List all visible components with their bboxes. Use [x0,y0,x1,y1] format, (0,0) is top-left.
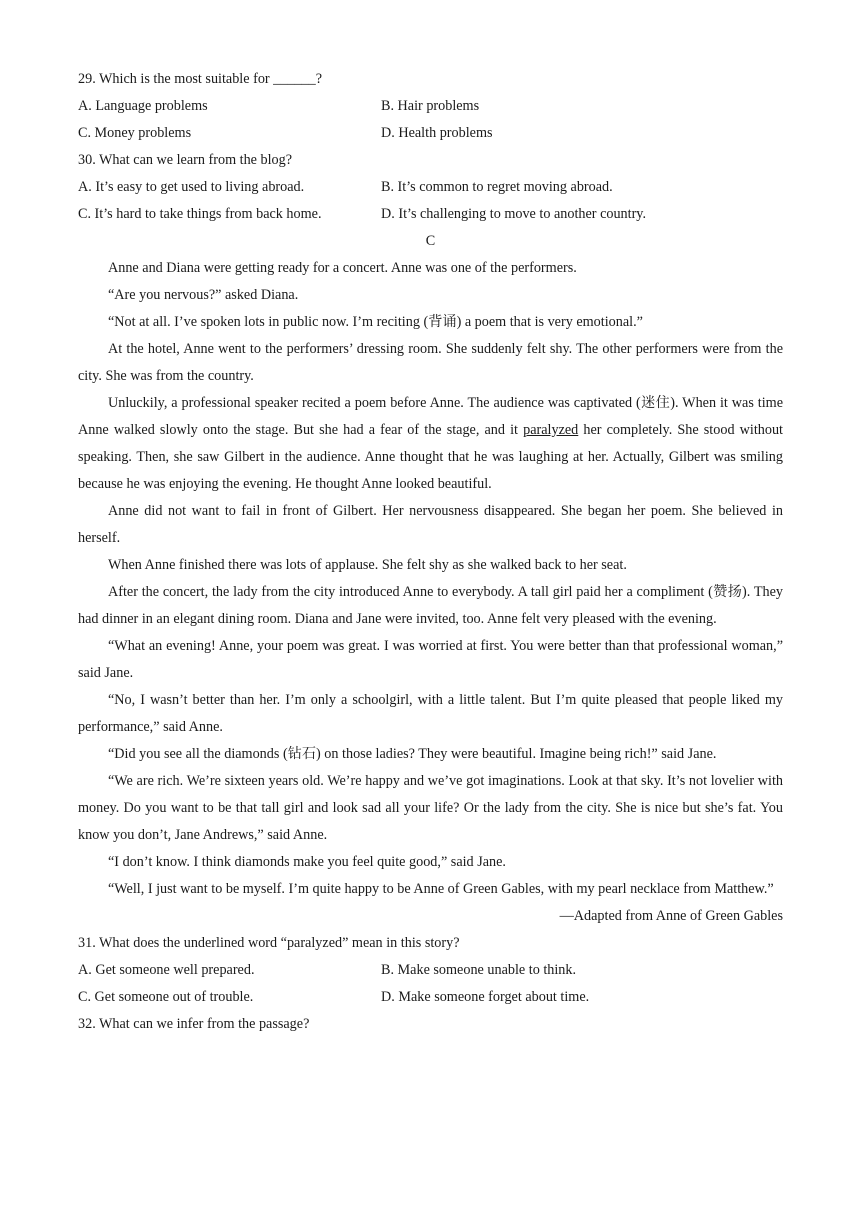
question-29: 29. Which is the most suitable for ______? [78,71,323,87]
option-31-a: A. Get someone well prepared. [78,962,255,978]
question-31: 31. What does the underlined word “paralyzed” mean in this story? [78,935,460,951]
passage-paragraph-5 [78,390,783,498]
passage-paragraph-12: “We are rich. We’re sixteen years old. We’re happy and we’ve got imaginations. Look at that sky. It’s not lovelier with money. Do you want to be that tall girl and look sad all your life? Or the lady from the city. She is nice but she’s fat. You know you don’t, Jane Andrews,” said Anne. [78,773,783,843]
passage-paragraph-7: When Anne finished there was lots of applause. She felt shy as she walked back to her seat. [108,557,627,573]
passage-paragraph-2: “Are you nervous?” asked Diana. [108,287,299,303]
underlined-word: paralyzed [523,422,579,438]
source-attribution: —Adapted from Anne of Green Gables [559,908,783,924]
option-31-b: B. Make someone unable to think. [381,962,577,978]
passage-paragraph-6: Anne did not want to fail in front of Gilbert. Her nervousness disappeared. She began her poem. She believed in herself. [78,503,783,546]
passage-paragraph-3: “Not at all. I’ve spoken lots in public now. I’m reciting (背诵) a poem that is very emotional.” [108,314,643,330]
exam-page [78,66,783,1038]
passage-paragraph-10: “No, I wasn’t better than her. I’m only a schoolgirl, with a little talent. But I’m quite pleased that people liked my performance,” said Anne. [78,692,783,735]
question-29-options-row-1 [78,93,783,120]
option-29-d: D. Health problems [381,125,493,141]
question-31-options-row-1 [78,957,783,984]
option-30-a: A. It’s easy to get used to living abroad. [78,179,305,195]
passage-paragraph-9: “What an evening! Anne, your poem was great. I was worried at first. You were better than that professional woman,” said Jane. [78,638,783,681]
question-30-options-row-1 [78,174,783,201]
question-29-options-row-2 [78,120,783,147]
passage-paragraph-13: “I don’t know. I think diamonds make you feel quite good,” said Jane. [108,854,506,870]
option-29-a: A. Language problems [78,98,208,114]
question-31-options-row-2 [78,984,783,1011]
section-label: C [425,233,436,249]
passage-paragraph-14: “Well, I just want to be myself. I’m quite happy to be Anne of Green Gables, with my pearl necklace from Matthew.” [108,881,774,897]
passage-paragraph-5-part-1: Unluckily, a professional speaker recited a poem before Anne. The audience was captivated (迷住). When it was time Anne walked slowly onto the stage. But she had a fear of the stage, and it [78,395,783,438]
question-30-options-row-2 [78,201,783,228]
option-30-d: D. It’s challenging to move to another country. [381,206,647,222]
option-30-b: B. It’s common to regret moving abroad. [381,179,613,195]
option-29-b: B. Hair problems [381,98,480,114]
passage-paragraph-11: “Did you see all the diamonds (钻石) on those ladies? They were beautiful. Imagine being rich!” said Jane. [108,746,717,762]
passage-paragraph-4: At the hotel, Anne went to the performers’ dressing room. She suddenly felt shy. The other performers were from the city. She was from the country. [78,341,783,384]
option-31-d: D. Make someone forget about time. [381,989,590,1005]
passage-paragraph-8: After the concert, the lady from the city introduced Anne to everybody. A tall girl paid her a compliment (赞扬). They had dinner in an elegant dining room. Diana and Jane were invited, too. Anne felt very pleased with the evening. [78,584,783,627]
passage-paragraph-1: Anne and Diana were getting ready for a concert. Anne was one of the performers. [108,260,577,276]
option-29-c: C. Money problems [78,125,192,141]
question-30: 30. What can we learn from the blog? [78,152,293,168]
option-30-c: C. It’s hard to take things from back home. [78,206,322,222]
question-32: 32. What can we infer from the passage? [78,1016,310,1032]
passage-paragraph-5-part-2: her completely. She stood without speaking. Then, she saw Gilbert in the audience. Anne thought that he was laughing at her. Actually, Gilbert was smiling because he was enjoying the evening. He thought Anne looked beautiful. [78,422,784,492]
option-31-c: C. Get someone out of trouble. [78,989,254,1005]
